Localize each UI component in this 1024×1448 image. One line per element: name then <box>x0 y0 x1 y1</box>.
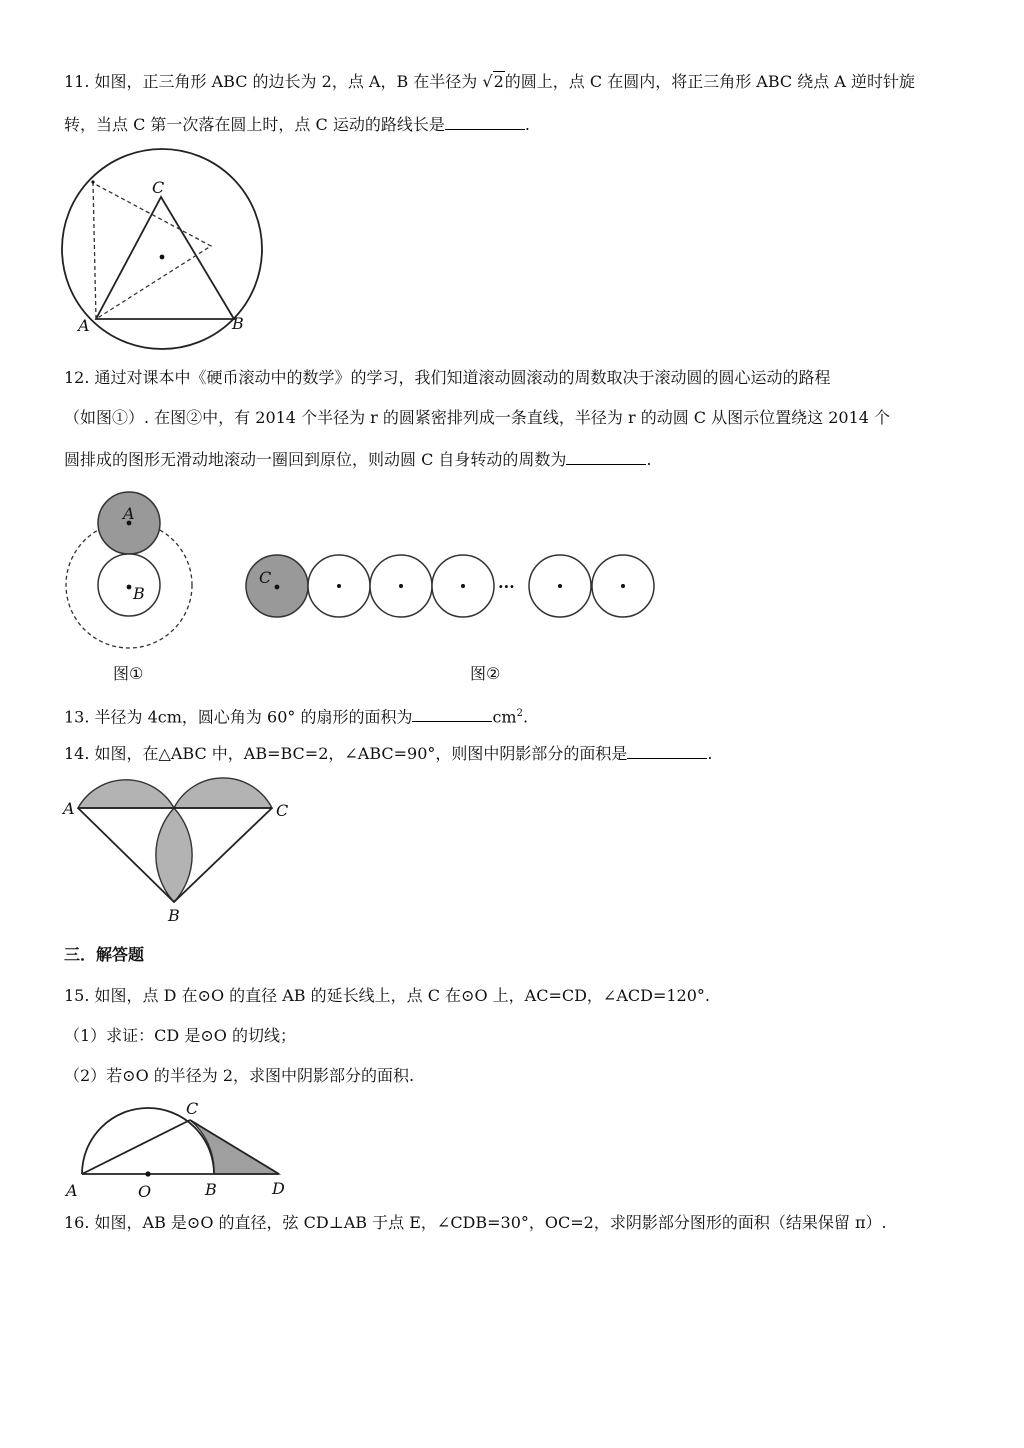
q14-figure <box>60 780 300 925</box>
q12-figure2 <box>240 552 670 682</box>
q15-label-A: A <box>66 1181 78 1200</box>
q15-line3: （2）若⊙O 的半径为 2，求图中阴影部分的面积. <box>64 1066 415 1085</box>
q14-answer-blank[interactable] <box>627 744 707 759</box>
q14-text: 14. 如图，在△ABC 中，AB=BC=2，∠ABC=90°，则图中阴影部分的面积是 <box>64 744 628 763</box>
sqrt-symbol: √2 <box>482 72 504 91</box>
q12-row-dot-1 <box>337 584 341 588</box>
q14-label-A: A <box>63 799 75 818</box>
q11-line2 <box>64 115 530 135</box>
q12-dot-C <box>275 585 280 590</box>
q15-line1: 15. 如图，点 D 在⊙O 的直径 AB 的延长线上，点 C 在⊙O 上，AC=CD，∠ACD=120°. <box>64 986 710 1005</box>
q13-text-a: 13. 半径为 4cm，圆心角为 60° 的扇形的面积为 <box>64 707 413 727</box>
q11-top-dot <box>91 180 94 183</box>
q12-row-dot-3 <box>461 584 465 588</box>
q11-answer-blank[interactable] <box>445 115 525 130</box>
q12-label-A: A <box>123 504 135 523</box>
q12-line1: 12. 通过对课本中《硬币滚动中的数学》的学习，我们知道滚动圆滚动的周数取决于滚动圆的圆心运动的路程 <box>64 368 831 387</box>
q13-unit-sup: 2 <box>516 708 523 719</box>
q15-center-O <box>145 1171 150 1176</box>
q13-period: . <box>522 707 529 727</box>
q12-answer-blank[interactable] <box>566 450 646 465</box>
q11-triangle <box>96 197 234 319</box>
q11-text-a: 11. 如图，正三角形 ABC 的边长为 2，点 A，B 在半径为 <box>64 72 483 91</box>
sqrt-value: 2 <box>493 72 504 91</box>
q16-line: 16. 如图，AB 是⊙O 的直径，弦 CD⊥AB 于点 E，∠CDB=30°，OC=2，求阴影部分图形的面积（结果保留 π）. <box>64 1213 887 1232</box>
q12-line3 <box>64 450 652 470</box>
q12-dot-B <box>127 585 132 590</box>
q15-figure <box>60 1098 300 1203</box>
q11-center-dot <box>160 255 165 260</box>
q14-period: . <box>707 744 713 763</box>
q14-shade-left <box>78 780 174 808</box>
q12-fig1-caption: 图① <box>113 664 144 683</box>
q12-line2: （如图①）. 在图②中，有 2014 个半径为 r 的圆紧密排列成一条直线，半径为 r 的动圆 C 从图示位置绕这 2014 个 <box>64 408 891 427</box>
q15-label-B: B <box>205 1180 217 1199</box>
q11-text-b: 的圆上，点 C 在圆内，将正三角形 ABC 绕点 A 逆时针旋 <box>504 72 915 91</box>
q12-figure1 <box>60 492 200 682</box>
q15-line2: （1）求证：CD 是⊙O 的切线； <box>64 1026 296 1045</box>
q12-label-B: B <box>133 584 145 603</box>
section-title: 三．解答题 <box>64 945 145 964</box>
q12-period: . <box>646 450 652 469</box>
q13-answer-blank[interactable] <box>412 707 492 722</box>
q11-figure <box>60 145 270 345</box>
q15-label-D: D <box>272 1179 285 1198</box>
q14-label-B: B <box>168 906 180 925</box>
q11-text-2: 转，当点 C 第一次落在圆上时，点 C 运动的路线长是 <box>64 115 445 134</box>
q12-text-3: 圆排成的图形无滑动地滚动一圈回到原位，则动圆 C 自身转动的周数为 <box>64 450 567 469</box>
q12-row-dot-2 <box>399 584 403 588</box>
q14-shade-right <box>174 778 272 808</box>
q11-period: . <box>524 115 530 134</box>
q14-shade-lens <box>156 808 192 902</box>
q11-label-C: C <box>152 178 165 197</box>
q12-fig2-caption: 图② <box>470 664 501 683</box>
q11-label-B: B <box>232 314 244 333</box>
q11-line1 <box>64 72 915 92</box>
q14-label-C: C <box>276 801 289 820</box>
q15-label-O: O <box>138 1182 152 1201</box>
q13-unit: cm <box>492 707 517 727</box>
q12-ellipsis: ··· <box>498 577 515 596</box>
q15-label-C: C <box>186 1099 199 1118</box>
q12-row-dot-4 <box>558 584 562 588</box>
q12-label-C: C <box>259 568 272 587</box>
q13-line <box>64 704 528 727</box>
q12-row-dot-5 <box>621 584 625 588</box>
q15-line-AC <box>82 1120 190 1174</box>
q14-line <box>64 744 713 764</box>
q11-label-A: A <box>78 316 90 335</box>
